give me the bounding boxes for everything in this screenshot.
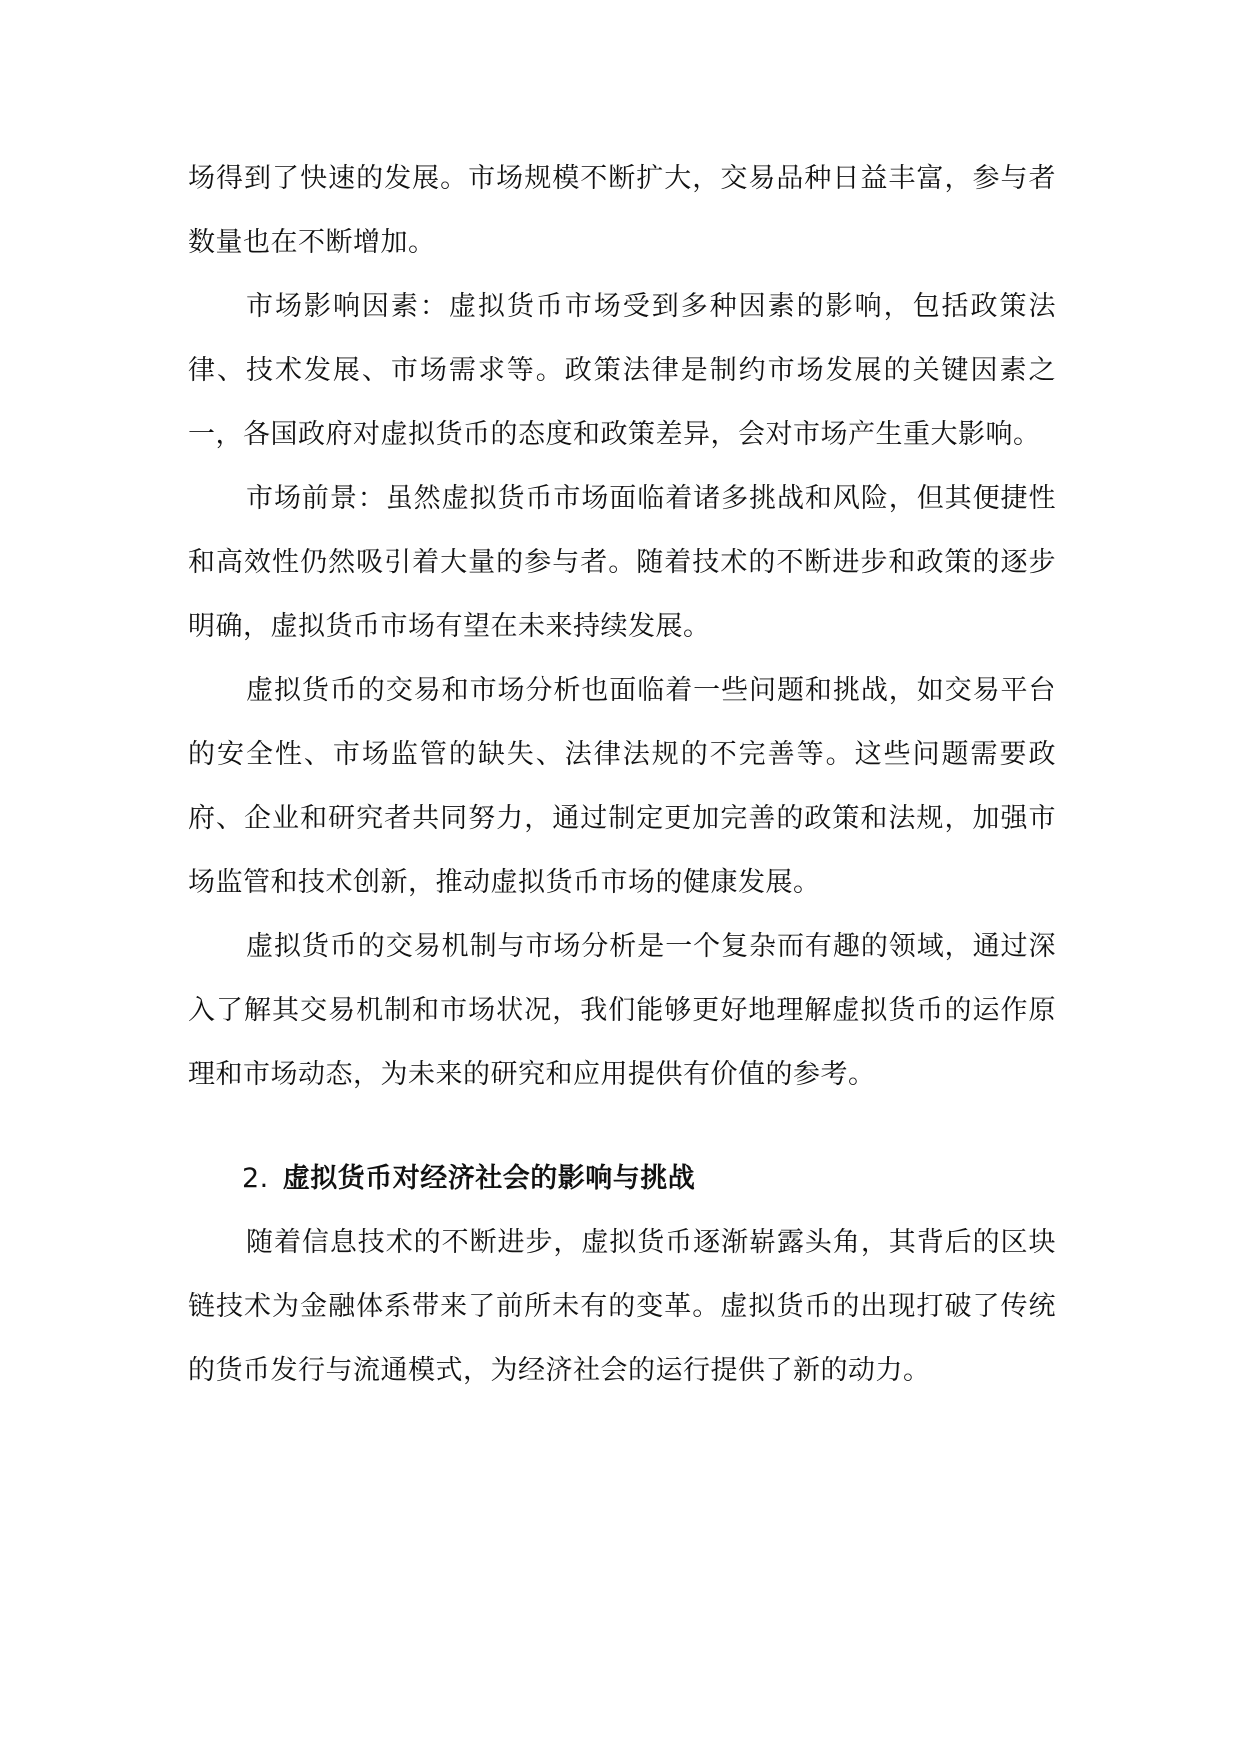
section-title: 虚拟货币对经济社会的影响与挑战 (282, 1163, 696, 1194)
paragraph-summary: 虚拟货币的交易机制与市场分析是一个复杂而有趣的领域，通过深入了解其交易机制和市场状况，我们能够更好地理解虚拟货币的运作原理和市场动态，为未来的研究和应用提供有价值的参考。 (188, 931, 1056, 1090)
paragraph-market-growth: 场得到了快速的发展。市场规模不断扩大，交易品种日益丰富，参与者数量也在不断增加。 (188, 163, 1056, 258)
paragraph-market-factors: 市场影响因素：虚拟货币市场受到多种因素的影响，包括政策法律、技术发展、市场需求等。政策法律是制约市场发展的关键因素之一，各国政府对虚拟货币的态度和政策差异，会对市场产生重大影响。 (188, 291, 1056, 450)
paragraph-section-intro: 随着信息技术的不断进步，虚拟货币逐渐崭露头角，其背后的区块链技术为金融体系带来了前所未有的变革。虚拟货币的出现打破了传统的货币发行与流通模式，为经济社会的运行提供了新的动力。 (188, 1227, 1056, 1386)
paragraph-problems-challenges: 虚拟货币的交易和市场分析也面临着一些问题和挑战，如交易平台的安全性、市场监管的缺失、法律法规的不完善等。这些问题需要政府、企业和研究者共同努力，通过制定更加完善的政策和法规，加强市场监管和技术创新，推动虚拟货币市场的健康发展。 (188, 675, 1056, 898)
document-body (188, 147, 1056, 1403)
paragraph-market-outlook: 市场前景：虽然虚拟货币市场面临着诸多挑战和风险，但其便捷性和高效性仍然吸引着大量的参与者。随着技术的不断进步和政策的逐步明确，虚拟货币市场有望在未来持续发展。 (188, 483, 1056, 642)
section-heading (188, 1147, 1056, 1211)
section-number: 2. (242, 1163, 269, 1194)
